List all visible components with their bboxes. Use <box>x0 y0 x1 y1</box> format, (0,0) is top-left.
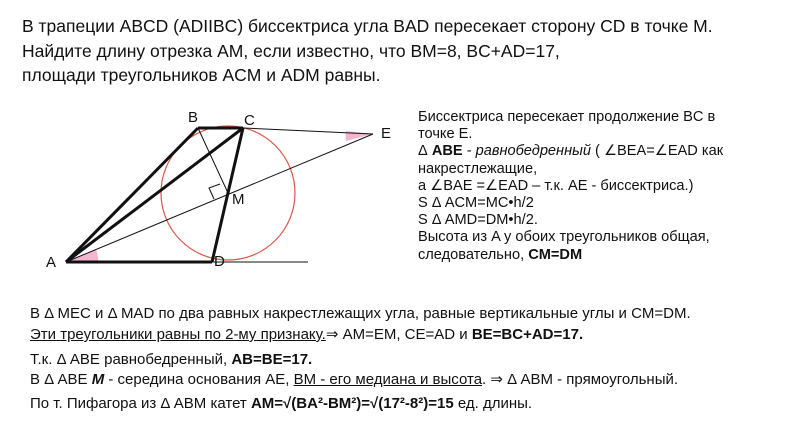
label-e: E <box>381 125 392 142</box>
solution-line-4: накрестлежащие, <box>418 160 538 177</box>
pythagoras-prefix: По т. Пифагора из Δ ABM катет <box>30 395 251 412</box>
label-m: M <box>232 191 245 208</box>
units-label: ед. длины. <box>453 395 533 412</box>
isosceles-statement: Т.к. Δ ABE равнобедренный, <box>30 351 232 368</box>
solution-line-3 <box>418 143 786 160</box>
side-ab <box>66 128 198 262</box>
trapezoid-figure <box>0 100 410 275</box>
congruence-result: ⇒ AM=EM, CE=AD и <box>325 326 472 343</box>
solution-line-8: Высота из A у обоих треугольников общая, <box>418 229 710 246</box>
conclusion-cm-dm: CM=DM <box>528 246 583 263</box>
right-angle-mark <box>209 184 220 199</box>
angle-equality: ( ∠BEA=∠EAD как <box>590 143 724 160</box>
be-result: BE=BC+AD=17. <box>471 326 584 343</box>
line-ae <box>66 134 373 262</box>
solution-text <box>418 109 786 264</box>
solution-line-7: S Δ AMD=DM•h/2. <box>418 212 538 229</box>
conclusion-prefix: следовательно, <box>418 246 529 263</box>
label-c: C <box>244 112 255 129</box>
bottom-line-4 <box>30 369 786 390</box>
line-ce <box>243 128 373 134</box>
ab-result: AB=BE=17. <box>231 351 313 368</box>
solution-line-1: Биссектриса пересекает продолжение BC в <box>418 109 716 125</box>
solution-line-6: S Δ ACM=MC•h/2 <box>418 195 534 212</box>
conclusion-text <box>30 303 786 414</box>
solution-line-9 <box>418 247 786 264</box>
isosceles-label: - равнобедренный <box>462 143 591 160</box>
label-d: D <box>214 253 225 270</box>
problem-statement <box>22 14 782 88</box>
solution-line-5: а ∠BAE =∠EAD – т.к. AE - биссектриса.) <box>418 177 694 194</box>
triangle-abe: ABE <box>431 143 463 160</box>
point-m: M <box>91 371 105 388</box>
median-prefix: В Δ ABE <box>30 371 92 388</box>
median-middle: - середина основания AE, <box>104 371 294 388</box>
median-statement: BM - его медиана и высота <box>293 371 483 388</box>
label-b: B <box>188 109 199 126</box>
problem-line-2: Найдите длину отрезка AM, если известно, что BM=8, BC+AD=17, <box>22 40 560 61</box>
bottom-line-1: В Δ MEC и Δ MAD по два равных накрестлежащих угла, равные вертикальные углы и CM=DM. <box>30 305 691 322</box>
am-result: AM=√(BA²-BM²)=√(17²-8²)=15 <box>250 395 454 412</box>
label-a: A <box>46 254 57 271</box>
delta-symbol: Δ <box>418 143 428 160</box>
solution-line-2: точке E. <box>418 126 473 143</box>
right-triangle-result: . ⇒ Δ ABM - прямоугольный. <box>482 371 679 388</box>
bottom-line-3 <box>30 349 786 370</box>
congruence-statement: Эти треугольники равны по 2-му признаку. <box>30 326 326 343</box>
problem-line-1: В трапеции ABCD (ADIIBC) биссектриса угла BAD пересекает сторону CD в точке M. <box>22 16 713 36</box>
problem-line-3: площади треугольников ACM и ADM равны. <box>22 65 381 85</box>
bottom-line-5 <box>30 393 786 414</box>
bottom-line-2 <box>30 324 786 345</box>
